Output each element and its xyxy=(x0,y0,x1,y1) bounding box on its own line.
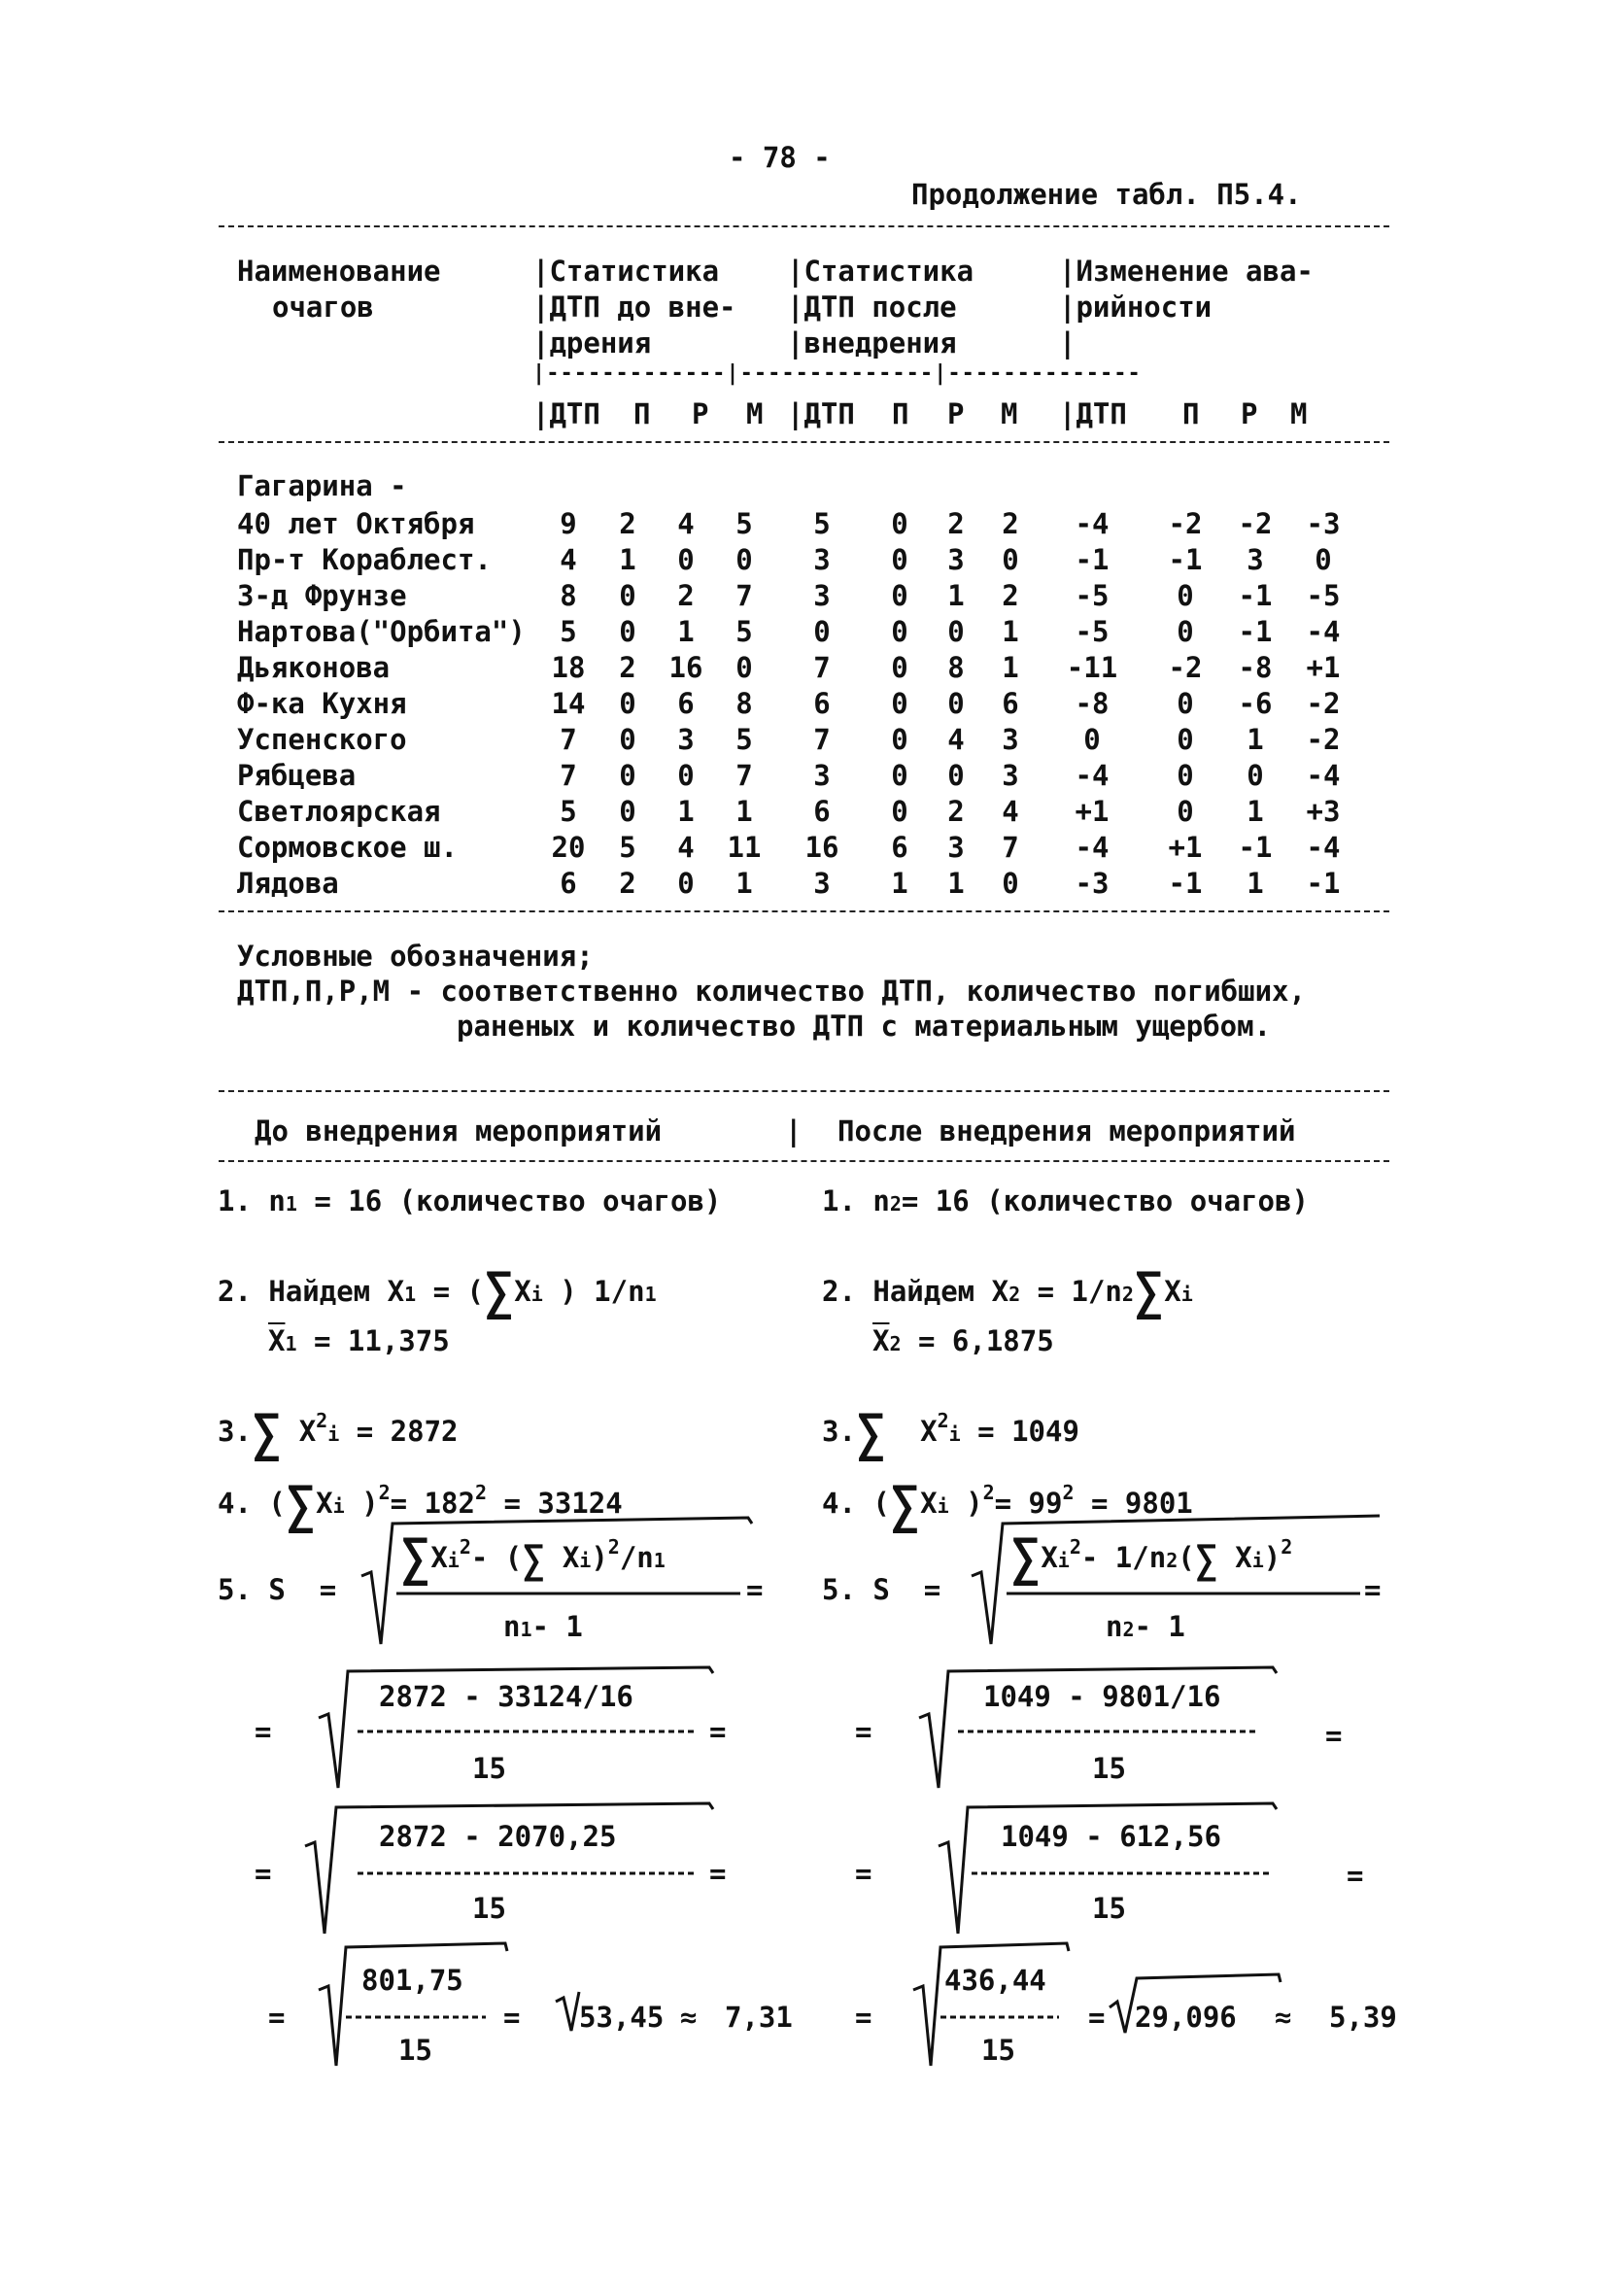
left-r3-numerator: 801,75 xyxy=(361,1964,463,1997)
row-cell: -4 xyxy=(1306,831,1341,864)
row-cell: 0 xyxy=(619,615,636,648)
row-cell: 2 xyxy=(619,651,636,684)
row-cell: 3 xyxy=(947,831,965,864)
subcol-3: Р xyxy=(692,397,709,430)
row-cell: 3 xyxy=(677,723,695,756)
row-cell: 0 xyxy=(891,507,908,540)
row-name: Светлоярская xyxy=(237,795,441,828)
row-cell: +1 xyxy=(1075,795,1110,828)
page-number: - 78 - xyxy=(729,141,831,174)
row-cell: 1 xyxy=(619,543,636,576)
calc-left-header: До внедрения мероприятий xyxy=(255,1114,663,1148)
row-cell: 7 xyxy=(735,759,753,792)
left-r2-numerator: 2872 - 2070,25 xyxy=(379,1820,617,1853)
row-cell: 3 xyxy=(1002,723,1019,756)
row-cell: 0 xyxy=(1315,543,1332,576)
legend-line-2: раненых и количество ДТП с материальным ущербом. xyxy=(457,1010,1272,1043)
right-step-4: 4. (∑Xi )$^2= 99^2 = 9801$ xyxy=(822,1477,1193,1535)
row-cell: -4 xyxy=(1306,759,1341,792)
row-name: Дьяконова xyxy=(237,651,391,684)
row-cell: -5 xyxy=(1075,615,1110,648)
left-approx: ≈ xyxy=(680,2001,698,2034)
left-r1-denominator: 15 xyxy=(472,1752,506,1785)
left-s5-denominator: n1- 1 xyxy=(503,1610,583,1643)
row-name: Сормовское ш. xyxy=(237,831,458,864)
row-cell: 1 xyxy=(1002,651,1019,684)
row-cell: 0 xyxy=(891,651,908,684)
right-r3-small-radical xyxy=(1110,1974,1281,2033)
right-r3-denominator: 15 xyxy=(981,2034,1015,2067)
right-s5-numerator: ∑Xi$^2$- 1/n2(∑ Xi)$^2$ xyxy=(1010,1529,1293,1588)
row-cell: 4 xyxy=(560,543,577,576)
header-group3-3: | xyxy=(1059,326,1076,360)
row-cell: 0 xyxy=(891,795,908,828)
row-cell: 2 xyxy=(947,507,965,540)
row-cell: 0 xyxy=(619,723,636,756)
left-step-4: 4. (∑Xi )$^2= 182^2 = 33124$ xyxy=(218,1477,623,1535)
row-cell: 3 xyxy=(813,579,831,612)
row-name: Рябцева xyxy=(237,759,357,792)
row-cell: 1 xyxy=(677,615,695,648)
row-cell: -8 xyxy=(1238,651,1273,684)
row-cell: 18 xyxy=(551,651,586,684)
right-r2-denominator: 15 xyxy=(1092,1892,1126,1925)
right-r1-radical xyxy=(919,1667,1277,1788)
subcol-9: |ДТП xyxy=(1059,397,1127,430)
row-cell: 1 xyxy=(947,579,965,612)
row-cell: -5 xyxy=(1075,579,1110,612)
subcol-6: П xyxy=(892,397,909,430)
header-sep-line: |-------------|--------------|-------------- xyxy=(532,361,1142,386)
row-cell: 0 xyxy=(891,759,908,792)
row-cell: 0 xyxy=(891,615,908,648)
row-name: Лядова xyxy=(237,867,339,900)
subcol-7: Р xyxy=(947,397,965,430)
row-cell: -4 xyxy=(1075,831,1110,864)
right-mean: $\overline{X}2 = 6,1875$ xyxy=(872,1324,1054,1357)
row-cell: 5 xyxy=(735,723,753,756)
row-cell: 0 xyxy=(735,543,753,576)
right-r3-eq: = xyxy=(855,2001,872,2034)
right-r3-eq2: = xyxy=(1088,2001,1106,2034)
left-r2-eq2: = xyxy=(709,1857,727,1890)
subcol-1: |ДТП xyxy=(532,397,600,430)
row-cell: 0 xyxy=(1177,759,1194,792)
row-cell: 6 xyxy=(813,795,831,828)
row-cell: -4 xyxy=(1075,507,1110,540)
right-approx: ≈ xyxy=(1275,2001,1292,2034)
header-group2-2: |ДТП после xyxy=(787,291,957,324)
row-cell: -2 xyxy=(1168,507,1203,540)
row-name: Пр-т Кораблест. xyxy=(237,543,492,576)
subcol-12: М xyxy=(1290,397,1308,430)
row-cell: 5 xyxy=(560,795,577,828)
row-cell: 2 xyxy=(619,867,636,900)
row-cell: 0 xyxy=(1002,867,1019,900)
subcol-2: П xyxy=(633,397,651,430)
row-cell: 1 xyxy=(1247,795,1264,828)
header-group3-2: |рийности xyxy=(1059,291,1213,324)
row-cell: 4 xyxy=(677,831,695,864)
left-r1-radical xyxy=(319,1667,713,1788)
row-cell: 3 xyxy=(813,543,831,576)
right-r1-eq2: = xyxy=(1325,1719,1343,1752)
row-cell: 6 xyxy=(1002,687,1019,720)
left-r3-eq2: = xyxy=(503,2001,521,2034)
left-s5-eq: = xyxy=(746,1573,764,1606)
row-cell: 5 xyxy=(735,507,753,540)
header-group2-3: |внедрения xyxy=(787,326,957,360)
row-cell: -5 xyxy=(1306,579,1341,612)
row-cell: 3 xyxy=(947,543,965,576)
row-cell: 6 xyxy=(891,831,908,864)
row-cell: 4 xyxy=(677,507,695,540)
right-step-1: 1. n2= 16 (количество очагов) xyxy=(822,1184,1309,1217)
row-cell: -8 xyxy=(1075,687,1110,720)
left-step-2: 2. Найдем X1 = (∑Xi ) 1/n1 xyxy=(218,1263,657,1321)
row-cell: -4 xyxy=(1306,615,1341,648)
left-step-1: 1. n1 = 16 (количество очагов) xyxy=(218,1184,722,1217)
row-cell: 3 xyxy=(813,759,831,792)
left-r1-numerator: 2872 - 33124/16 xyxy=(379,1680,633,1713)
row-cell: +1 xyxy=(1306,651,1341,684)
left-s5-radical xyxy=(361,1518,752,1644)
row-cell: 3 xyxy=(1247,543,1264,576)
row-cell: 1 xyxy=(735,795,753,828)
subcol-10: П xyxy=(1182,397,1200,430)
row-cell: 4 xyxy=(1002,795,1019,828)
left-result: 7,31 xyxy=(725,2001,793,2034)
right-r3-numerator: 436,44 xyxy=(944,1964,1046,1997)
row-cell: 6 xyxy=(560,867,577,900)
header-name-1: Наименование xyxy=(237,255,441,288)
subcol-4: М xyxy=(746,397,764,430)
row-name: З-д Фрунзе xyxy=(237,579,407,612)
header-group3-1: |Изменение ава- xyxy=(1059,255,1314,288)
calc-right-header: После внедрения мероприятий xyxy=(837,1114,1296,1148)
row-cell: -6 xyxy=(1238,687,1273,720)
subcol-11: Р xyxy=(1241,397,1258,430)
right-r1-eq: = xyxy=(855,1715,872,1748)
right-result: 5,39 xyxy=(1329,2001,1397,2034)
right-s5-denominator: n2- 1 xyxy=(1106,1610,1185,1643)
row-cell: 7 xyxy=(735,579,753,612)
row-cell: 6 xyxy=(813,687,831,720)
row-cell: -1 xyxy=(1075,543,1110,576)
row-cell: -3 xyxy=(1075,867,1110,900)
row-cell: 14 xyxy=(551,687,586,720)
row-cell: 0 xyxy=(947,687,965,720)
row-cell: 0 xyxy=(1083,723,1101,756)
header-group2-1: |Статистика xyxy=(787,255,974,288)
row-cell: -1 xyxy=(1238,579,1273,612)
row-cell: 0 xyxy=(891,579,908,612)
row-cell: 0 xyxy=(891,543,908,576)
right-r3-radical xyxy=(913,1943,1069,2066)
row-cell: 0 xyxy=(947,759,965,792)
row-cell: -4 xyxy=(1075,759,1110,792)
row-name: Нартова("Орбита") xyxy=(237,615,526,648)
row-name: Ф-ка Кухня xyxy=(237,687,407,720)
right-r2-radical xyxy=(939,1803,1277,1934)
left-mean: $\overline{X}1 = 11,375$ xyxy=(268,1324,450,1357)
row-cell: 0 xyxy=(1177,615,1194,648)
left-r3-radical xyxy=(319,1943,507,2066)
left-r2-radical xyxy=(305,1803,713,1934)
row-cell: 1 xyxy=(677,795,695,828)
row-cell: 7 xyxy=(813,723,831,756)
row-cell: -3 xyxy=(1306,507,1341,540)
row-cell: 0 xyxy=(1247,759,1264,792)
row-cell: 8 xyxy=(735,687,753,720)
left-r3-eq: = xyxy=(268,2001,286,2034)
row-cell: 5 xyxy=(813,507,831,540)
row-cell: 8 xyxy=(560,579,577,612)
row-name: 40 лет Октября xyxy=(237,507,475,540)
row-cell: +3 xyxy=(1306,795,1341,828)
subcol-5: |ДТП xyxy=(787,397,855,430)
left-r1-eq: = xyxy=(255,1715,272,1748)
subcol-8: М xyxy=(1001,397,1018,430)
row-cell: 7 xyxy=(560,723,577,756)
row-cell: 3 xyxy=(813,867,831,900)
row-cell: 3 xyxy=(1002,759,1019,792)
row-cell: 2 xyxy=(947,795,965,828)
row-cell: 1 xyxy=(947,867,965,900)
row-cell: 0 xyxy=(735,651,753,684)
header-group1-1: |Статистика xyxy=(532,255,720,288)
left-r3-mid: 53,45 xyxy=(579,2001,665,2034)
calc-divider: | xyxy=(785,1114,803,1148)
row-cell: 1 xyxy=(1247,867,1264,900)
row-cell: 0 xyxy=(1177,579,1194,612)
row-cell: -2 xyxy=(1168,651,1203,684)
row-cell: 0 xyxy=(1177,723,1194,756)
row-cell: 5 xyxy=(619,831,636,864)
row-cell: 7 xyxy=(560,759,577,792)
row-cell: +1 xyxy=(1168,831,1203,864)
legend-line-1: ДТП,П,Р,М - соответственно количество ДТП, количество погибших, xyxy=(237,975,1306,1008)
row-cell: 11 xyxy=(727,831,762,864)
left-step-5: 5. S = xyxy=(218,1573,337,1606)
row-cell: 0 xyxy=(1177,687,1194,720)
row-cell: 0 xyxy=(619,579,636,612)
row-cell: 0 xyxy=(619,759,636,792)
left-r1-eq2: = xyxy=(709,1715,727,1748)
row-cell: 2 xyxy=(619,507,636,540)
left-r3-denominator: 15 xyxy=(398,2034,432,2067)
row-cell: 1 xyxy=(891,867,908,900)
row-cell: 4 xyxy=(947,723,965,756)
right-step-3: 3.∑ $X^2i = 1049$ xyxy=(822,1405,1079,1463)
row-cell: -11 xyxy=(1066,651,1118,684)
right-r1-numerator: 1049 - 9801/16 xyxy=(983,1680,1221,1713)
row-cell: 1 xyxy=(735,867,753,900)
row-cell: 0 xyxy=(677,543,695,576)
row-cell: 2 xyxy=(677,579,695,612)
row-cell: 9 xyxy=(560,507,577,540)
row-cell: 6 xyxy=(677,687,695,720)
left-s5-numerator: ∑Xi$^2$- (∑ Xi)$^2$/n1 xyxy=(400,1529,666,1588)
row-cell: -1 xyxy=(1168,543,1203,576)
header-group1-3: |дрения xyxy=(532,326,652,360)
row-cell: 0 xyxy=(813,615,831,648)
right-r2-eq: = xyxy=(855,1857,872,1890)
row-cell: -1 xyxy=(1238,831,1273,864)
right-r1-denominator: 15 xyxy=(1092,1752,1126,1785)
row-cell: 1 xyxy=(1247,723,1264,756)
row-cell: -1 xyxy=(1238,615,1273,648)
row-cell: 0 xyxy=(1177,795,1194,828)
row-cell: -2 xyxy=(1306,723,1341,756)
row-cell: 16 xyxy=(668,651,703,684)
left-step-3: 3.∑ $X^2i = 2872$ xyxy=(218,1405,459,1463)
right-step-2: 2. Найдем X2 = 1/n2∑Xi xyxy=(822,1263,1193,1321)
row-cell: 16 xyxy=(804,831,839,864)
row-cell: 0 xyxy=(947,615,965,648)
row-cell: 0 xyxy=(677,759,695,792)
right-r2-numerator: 1049 - 612,56 xyxy=(1001,1820,1221,1853)
right-s5-radical xyxy=(972,1516,1380,1644)
row-cell: 5 xyxy=(560,615,577,648)
row-cell: -1 xyxy=(1168,867,1203,900)
right-r2-eq2: = xyxy=(1347,1859,1364,1892)
table-caption: Продолжение табл. П5.4. xyxy=(911,178,1302,211)
left-r2-eq: = xyxy=(255,1857,272,1890)
row-cell: 0 xyxy=(619,795,636,828)
legend-title: Условные обозначения; xyxy=(237,940,594,973)
left-r3-small-radical xyxy=(556,1992,579,2031)
right-r3-mid: 29,096 xyxy=(1135,2001,1237,2034)
row-cell: -1 xyxy=(1306,867,1341,900)
row-cell: 5 xyxy=(735,615,753,648)
row-cell: 0 xyxy=(891,687,908,720)
row-cell: 0 xyxy=(1002,543,1019,576)
header-group1-2: |ДТП до вне- xyxy=(532,291,736,324)
row-cell: 7 xyxy=(1002,831,1019,864)
row-cell: 0 xyxy=(677,867,695,900)
row-cell: 20 xyxy=(551,831,586,864)
row-cell: 1 xyxy=(1002,615,1019,648)
group-label: Гагарина - xyxy=(237,469,407,502)
row-cell: 2 xyxy=(1002,507,1019,540)
row-cell: 7 xyxy=(813,651,831,684)
row-cell: -2 xyxy=(1306,687,1341,720)
row-cell: 0 xyxy=(891,723,908,756)
left-r2-denominator: 15 xyxy=(472,1892,506,1925)
row-cell: 8 xyxy=(947,651,965,684)
row-cell: 2 xyxy=(1002,579,1019,612)
row-name: Успенского xyxy=(237,723,407,756)
header-name-2: очагов xyxy=(272,291,374,324)
right-step-5: 5. S = xyxy=(822,1573,941,1606)
row-cell: -2 xyxy=(1238,507,1273,540)
row-cell: 0 xyxy=(619,687,636,720)
right-s5-eq: = xyxy=(1364,1573,1382,1606)
